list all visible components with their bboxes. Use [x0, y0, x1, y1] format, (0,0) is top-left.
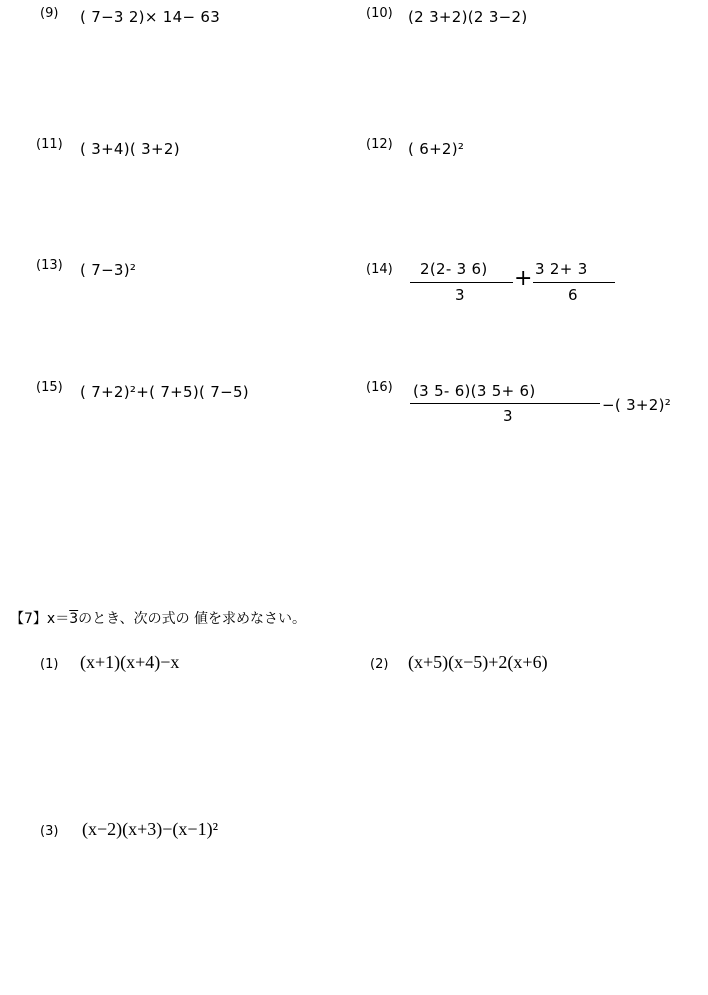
question-2-expression: (x+5)(x−5)+2(x+6) [408, 652, 548, 672]
problem-12-number: (12) [366, 137, 393, 152]
question-3-number: (3) [40, 824, 59, 839]
problem-14-plus: + [514, 266, 533, 291]
problem-14-fraction-bar-1 [410, 282, 513, 283]
question-1-expression: (x+1)(x+4)−x [80, 652, 180, 672]
problem-10-expression: (2 3+2)(2 3−2) [408, 8, 528, 26]
problem-16-numerator: (3 5- 6)(3 5+ 6) [413, 382, 536, 400]
problem-14-number: (14) [366, 262, 393, 277]
problem-9-expression [80, 8, 220, 26]
problem-14-denominator-2: 6 [568, 286, 578, 304]
section-7-title [10, 608, 306, 628]
problem-9-number: (9) [40, 6, 59, 21]
problem-14-numerator-2: 3 2+ 3 [535, 260, 588, 278]
problem-14-fraction-bar-2 [533, 282, 615, 283]
section-7-title-root: 3 [69, 611, 79, 627]
question-3-expression: (x−2)(x+3)−(x−1)² [82, 819, 218, 839]
problem-10-number: (10) [366, 6, 393, 21]
problem-14-denominator-1: 3 [455, 286, 465, 304]
problem-13-number: (13) [36, 258, 63, 273]
problem-16-fraction-bar [410, 403, 600, 404]
section-7-title-prefix: 【7】x＝ [10, 611, 70, 627]
problem-14-numerator-1: 2(2- 3 6) [420, 260, 488, 278]
problem-15-number: (15) [36, 380, 63, 395]
question-2-number: (2) [370, 657, 389, 672]
problem-16-denominator: 3 [503, 407, 513, 425]
question-1-number: (1) [40, 657, 59, 672]
problem-13-expression: ( 7−3)² [80, 261, 137, 279]
section-7-title-suffix: のとき、次の式の 値を求めなさい。 [78, 611, 307, 627]
problem-16-number: (16) [366, 380, 393, 395]
problem-11-number: (11) [36, 137, 63, 152]
problem-15-expression: ( 7+2)²+( 7+5)( 7−5) [80, 383, 249, 401]
problem-12-expression: ( 6+2)² [408, 140, 465, 158]
problem-9-text: ( 7−3 2)× 14− 63 [80, 8, 221, 26]
problem-11-expression: ( 3+4)( 3+2) [80, 140, 180, 158]
problem-16-tail: −( 3+2)² [602, 396, 672, 414]
